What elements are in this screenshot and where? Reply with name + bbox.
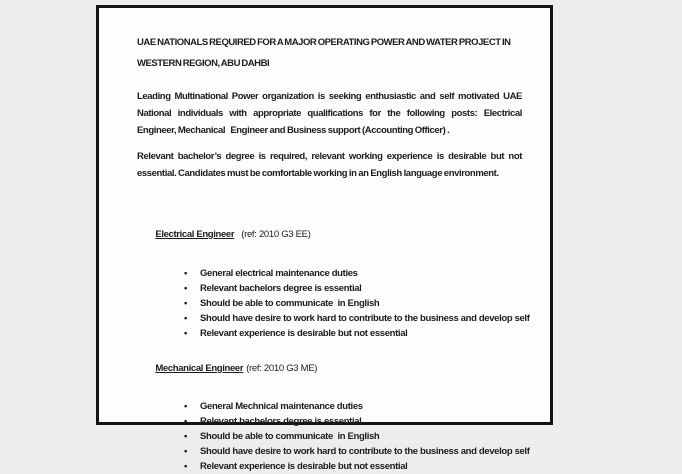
list-item xyxy=(137,296,522,311)
section-heading-title: Electrical Engineer xyxy=(155,229,235,240)
intro-line: Engineer, Mechanical Engineer and Business support (Accounting Officer) . xyxy=(137,125,450,136)
intro-line: Leading Multinational Power organization is seeking enthusiastic and self motivated UAE xyxy=(137,91,522,102)
page-title-line: WESTERN REGION, ABU DAHBI xyxy=(137,58,270,69)
page-title xyxy=(137,32,522,74)
bullet-list xyxy=(137,266,530,341)
list-item xyxy=(137,311,530,326)
bullet-marker: • xyxy=(184,328,187,339)
list-item xyxy=(137,326,522,341)
document-content xyxy=(99,8,550,474)
list-item-text: General Mechnical maintenance duties xyxy=(200,401,363,412)
bullet-marker: • xyxy=(184,401,187,412)
bullet-list xyxy=(137,399,530,474)
section-heading-ref: (ref: 2010 G3 EE) xyxy=(241,229,311,240)
page-title-line: UAE NATIONALS REQUIRED FOR A MAJOR OPERATING POWER AND WATER PROJECT IN xyxy=(137,37,511,48)
section-electrical-engineer xyxy=(137,212,530,341)
bullet-marker: • xyxy=(184,461,187,472)
bullet-marker: • xyxy=(184,446,187,457)
bullet-marker: • xyxy=(184,431,187,442)
bullet-marker: • xyxy=(184,283,187,294)
intro-paragraph xyxy=(137,88,522,139)
list-item-text: Should have desire to work hard to contribute to the business and develop self xyxy=(200,313,530,324)
section-heading xyxy=(137,346,522,391)
list-item-text: General electrical maintenance duties xyxy=(200,268,358,279)
requirements-paragraph xyxy=(137,148,522,182)
document-page xyxy=(96,5,553,472)
bullet-marker: • xyxy=(184,268,187,279)
list-item-text: Relevant experience is desirable but not essential xyxy=(200,461,408,472)
list-item xyxy=(137,399,522,414)
section-heading xyxy=(137,212,522,257)
list-item xyxy=(137,281,522,296)
list-item xyxy=(137,429,522,444)
intro-line: National individuals with appropriate qualifications for the following posts: Electrical xyxy=(137,108,522,119)
bullet-marker: • xyxy=(184,416,187,427)
requirements-line: Relevant bachelor’s degree is required, relevant working experience is desirable but not xyxy=(137,151,522,162)
section-mechanical-engineer xyxy=(137,346,530,474)
list-item-text: Should be able to communicate in English xyxy=(200,298,380,309)
section-heading-ref: (ref: 2010 G3 ME) xyxy=(246,363,318,374)
list-item-text: Relevant bachelors degree is essential xyxy=(200,283,362,294)
list-item-text: Should have desire to work hard to contribute to the business and develop self xyxy=(200,446,530,457)
requirements-line: essential. Candidates must be comfortable working in an English language environment. xyxy=(137,168,499,179)
section-heading-title: Mechanical Engineer xyxy=(155,363,244,374)
list-item xyxy=(137,459,522,474)
list-item xyxy=(137,266,522,281)
bullet-marker: • xyxy=(184,313,187,324)
bullet-marker: • xyxy=(184,298,187,309)
list-item xyxy=(137,414,522,429)
list-item-text: Relevant experience is desirable but not essential xyxy=(200,328,408,339)
list-item-text: Should be able to communicate in English xyxy=(200,431,380,442)
list-item xyxy=(137,444,530,459)
list-item-text: Relevant bachelors degree is essential xyxy=(200,416,362,427)
